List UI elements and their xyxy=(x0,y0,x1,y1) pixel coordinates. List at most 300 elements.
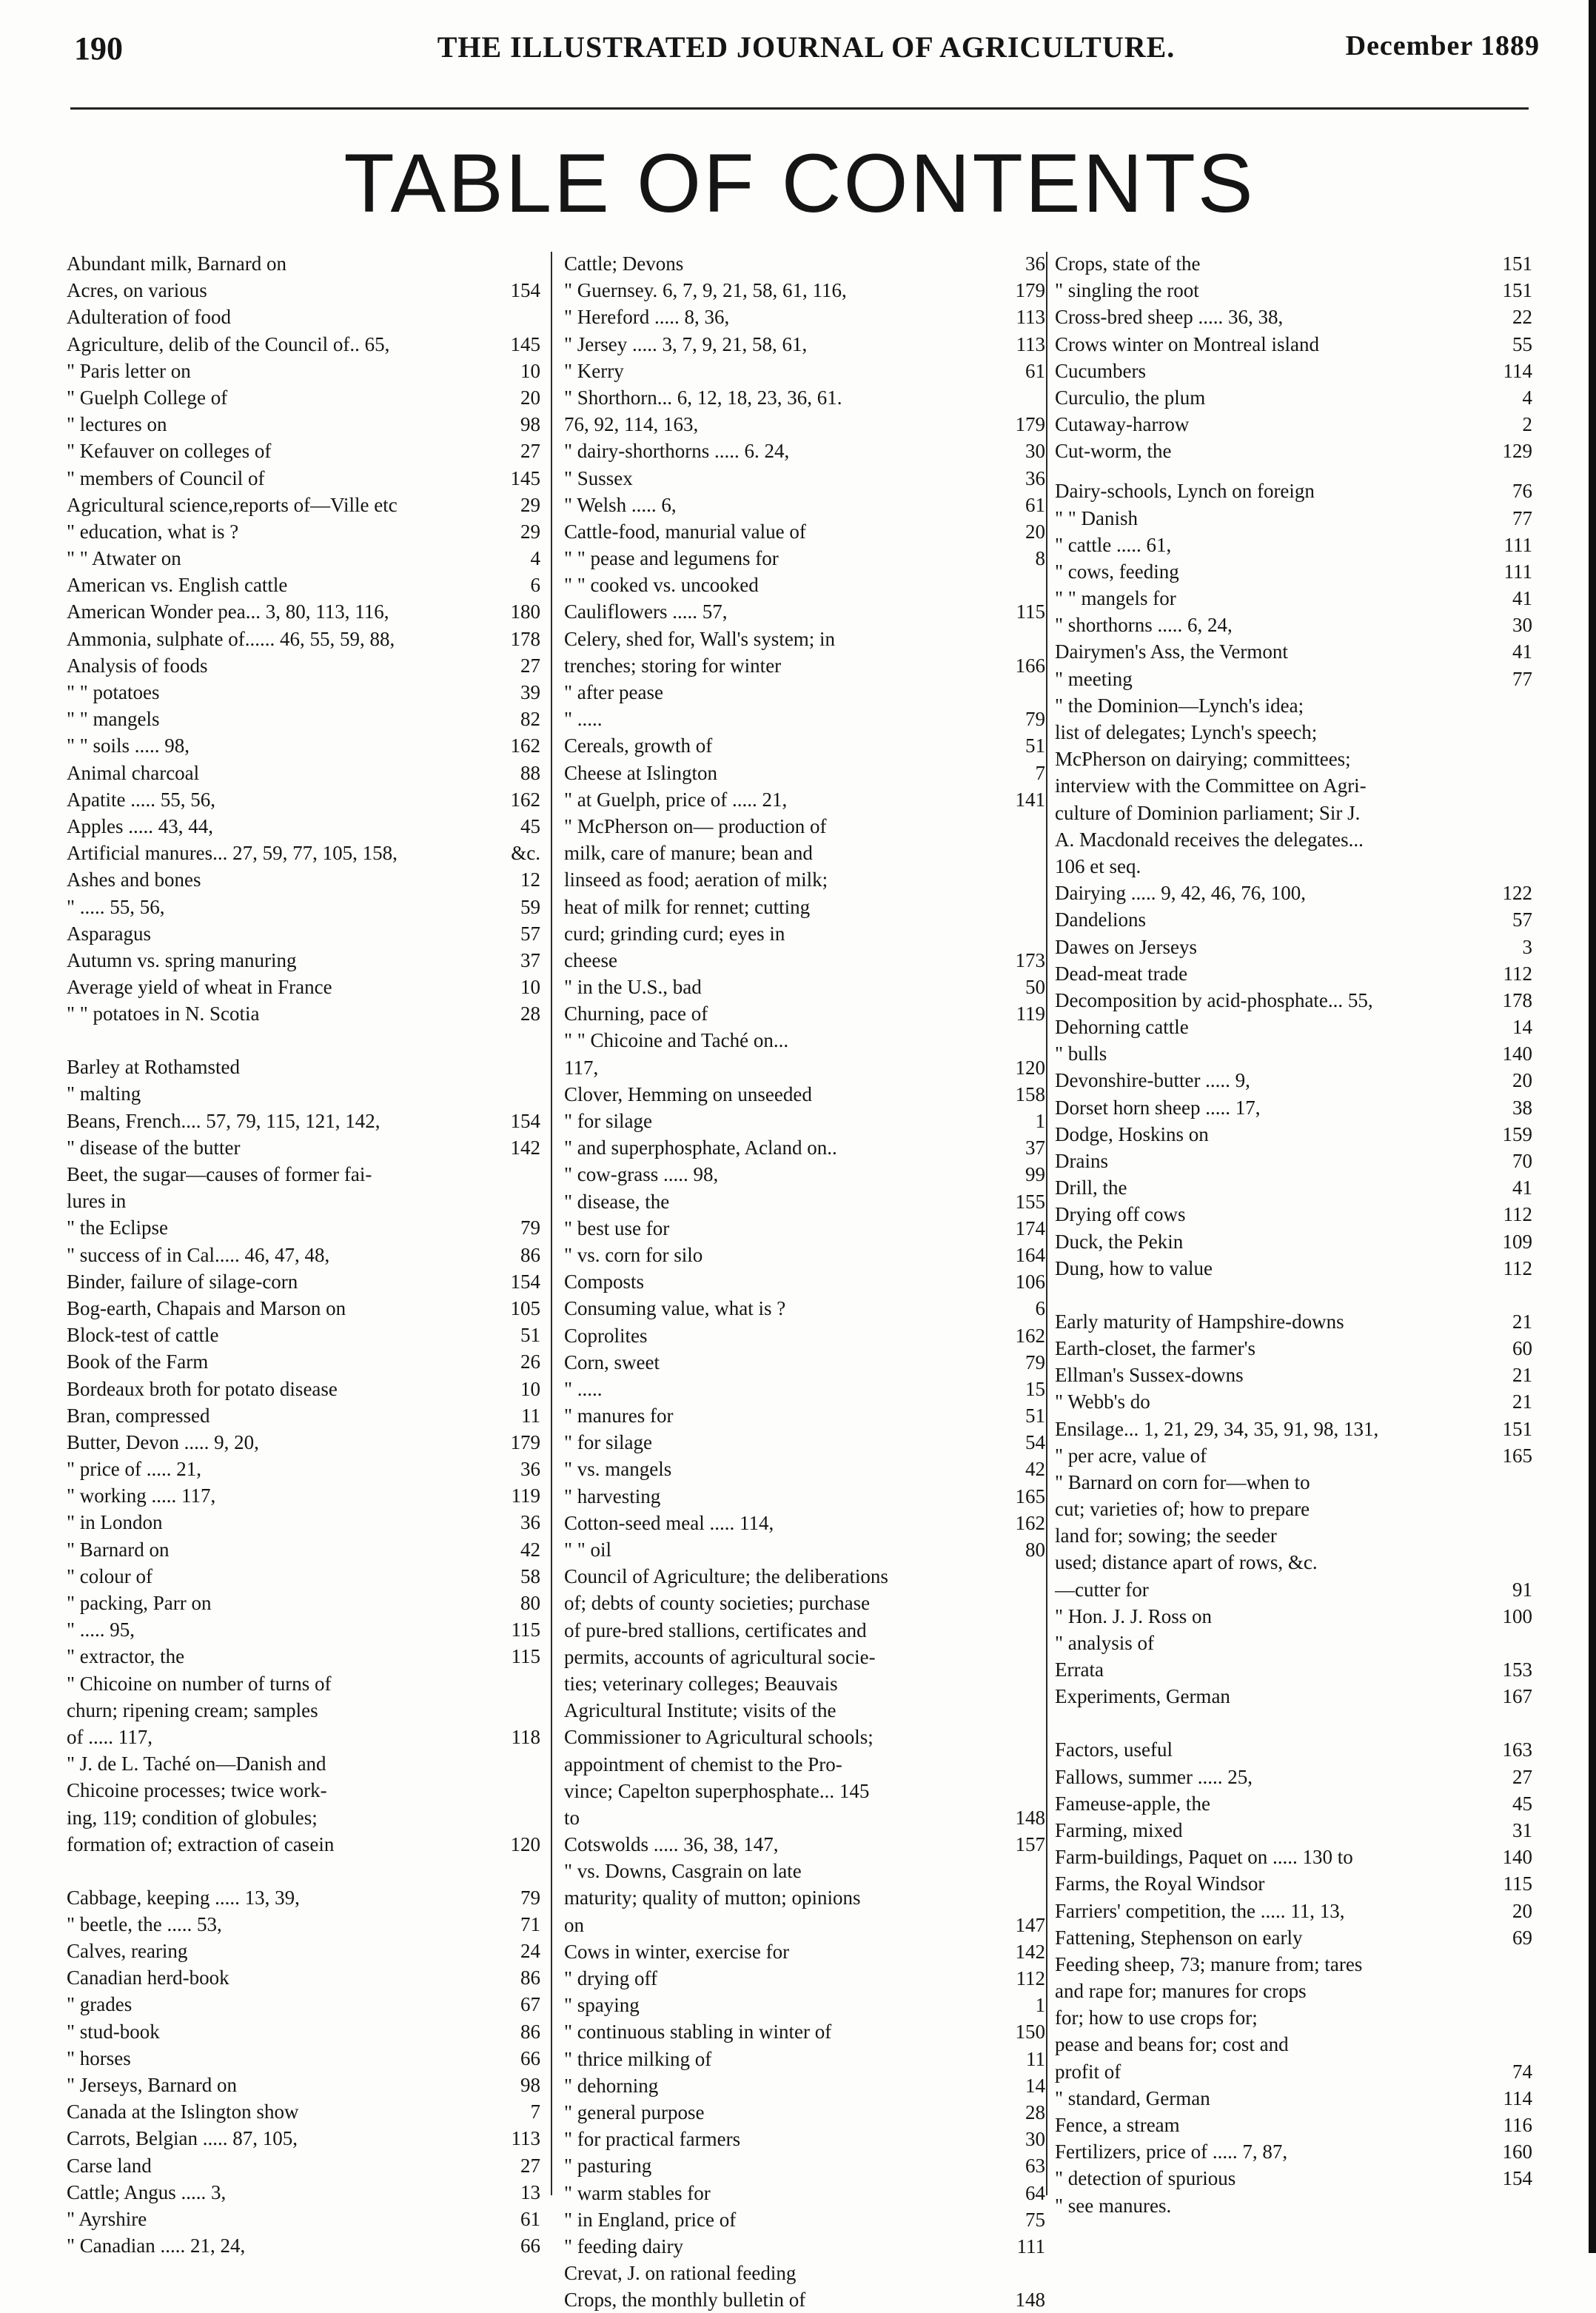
index-entry xyxy=(67,1134,540,1161)
index-entry xyxy=(564,840,1045,866)
index-entry-text: Cross-bred sheep ..... 36, 38, xyxy=(1055,306,1284,329)
index-entry-page: 69 xyxy=(1512,1926,1532,1949)
index-entry xyxy=(67,866,540,893)
index-entry-page: 21 xyxy=(1512,1364,1532,1387)
index-entry-page: 21 xyxy=(1512,1390,1532,1413)
index-entry-page: 30 xyxy=(1025,440,1045,463)
index-entry-text: American Wonder pea... 3, 80, 113, 116, xyxy=(67,600,389,623)
index-entry xyxy=(1055,1817,1532,1844)
index-entry-page: 164 xyxy=(1015,1243,1045,1266)
index-entry xyxy=(1055,960,1532,987)
index-entry xyxy=(564,1992,1045,2018)
index-entry xyxy=(67,1643,540,1670)
index-entry-page: 165 xyxy=(1015,1484,1045,1507)
index-entry xyxy=(564,1751,1045,1778)
index-entry xyxy=(1055,746,1532,772)
index-entry-text: profit of xyxy=(1055,2060,1121,2083)
index-entry xyxy=(67,652,540,679)
index-entry-text: " members of Council of xyxy=(67,466,265,489)
index-entry-text: Feeding sheep, 73; manure from; tares xyxy=(1055,1952,1363,1975)
index-entry-page: 54 xyxy=(1025,1431,1045,1454)
index-entry xyxy=(67,598,540,625)
index-entry-page: 151 xyxy=(1502,279,1532,302)
index-entry-page: 145 xyxy=(510,332,540,355)
index-entry-text: " success of in Cal..... 46, 47, 48, xyxy=(67,1243,330,1266)
index-entry-text: formation of; extraction of casein xyxy=(67,1832,335,1855)
index-entry-text: " Guernsey. 6, 7, 9, 21, 58, 61, 116, xyxy=(564,279,847,302)
index-entry xyxy=(1055,2192,1532,2219)
index-entry-text: " ..... xyxy=(564,1377,603,1400)
index-entry-page: 160 xyxy=(1502,2140,1532,2163)
index-entry-page: 38 xyxy=(1512,1096,1532,1119)
index-entry-page: 118 xyxy=(511,1725,540,1748)
index-entry xyxy=(67,1831,540,1884)
index-entry-text: Commissioner to Agricultural schools; xyxy=(564,1726,874,1749)
index-entry xyxy=(564,1349,1045,1376)
index-entry-text: —cutter for xyxy=(1055,1578,1149,1601)
index-entry-text: " Chicoine on number of turns of xyxy=(67,1672,332,1695)
index-entry-page: 71 xyxy=(520,1912,540,1935)
index-entry xyxy=(67,2072,540,2098)
index-entry xyxy=(1055,1522,1532,1549)
index-entry xyxy=(1055,1308,1532,1335)
index-entry-page: 60 xyxy=(1512,1336,1532,1359)
index-entry xyxy=(1055,1255,1532,1308)
index-entry-text: Farm-buildings, Paquet on ..... 130 to xyxy=(1055,1846,1353,1869)
index-entry xyxy=(564,1161,1045,1188)
index-entry-page: 112 xyxy=(1503,1203,1532,1226)
index-entry-text: Duck, the Pekin xyxy=(1055,1230,1184,1253)
index-entry-text: " Hereford ..... 8, 36, xyxy=(564,306,730,329)
index-entry-page: 106 xyxy=(1015,1271,1045,1293)
index-entry-text: Dandelions xyxy=(1055,908,1146,931)
index-entry xyxy=(564,492,1045,518)
index-entry-text: Bog-earth, Chapais and Marson on xyxy=(67,1296,346,1319)
index-entry-page: 151 xyxy=(1502,1417,1532,1440)
index-entry-page: 173 xyxy=(1015,948,1045,971)
index-entry-page: 122 xyxy=(1502,882,1532,905)
index-entry xyxy=(564,1563,1045,1590)
index-entry xyxy=(564,2018,1045,2045)
index-entry-text: Apples ..... 43, 44, xyxy=(67,814,213,837)
page-title: TABLE OF CONTENTS xyxy=(343,137,1255,230)
index-entry-page: 11 xyxy=(521,1404,540,1427)
index-entry xyxy=(564,384,1045,411)
index-entry-text: " beetle, the ..... 53, xyxy=(67,1912,222,1935)
index-entry xyxy=(67,679,540,706)
index-entry xyxy=(564,1644,1045,1670)
index-entry-text: " " Danish xyxy=(1055,506,1139,529)
index-entry-text: " dehorning xyxy=(564,2074,659,2097)
index-entry xyxy=(67,1590,540,1616)
index-entry-page: 77 xyxy=(1512,667,1532,690)
index-entry xyxy=(1055,532,1532,558)
index-entry-text: " in England, price of xyxy=(564,2208,737,2231)
index-entry-text: American vs. English cattle xyxy=(67,574,288,597)
index-entry-text: " " pease and legumens for xyxy=(564,547,779,570)
index-entry xyxy=(564,545,1045,572)
index-entry xyxy=(1055,1067,1532,1094)
index-entry xyxy=(1055,772,1532,799)
index-entry-page: 30 xyxy=(1512,614,1532,637)
index-entry-text: Chicoine processes; twice work- xyxy=(67,1779,327,1802)
index-entry xyxy=(67,1000,540,1054)
index-entry xyxy=(67,1054,540,1080)
index-entry xyxy=(1055,358,1532,384)
index-entry-page: 29 xyxy=(520,493,540,516)
index-entry-text: Block-test of cattle xyxy=(67,1324,219,1347)
index-entry xyxy=(564,2260,1045,2286)
index-entry-page: 162 xyxy=(510,734,540,757)
index-entry xyxy=(564,920,1045,947)
index-entry-text: " horses xyxy=(67,2046,131,2069)
index-entry xyxy=(1055,880,1532,906)
index-entry xyxy=(564,2072,1045,2099)
index-entry xyxy=(67,760,540,786)
index-entry-text: Animal charcoal xyxy=(67,761,200,784)
index-entry-page: 147 xyxy=(1015,1913,1045,1936)
scan-edge xyxy=(1589,0,1596,2253)
index-entry xyxy=(564,304,1045,330)
index-entry xyxy=(1055,2165,1532,2192)
index-entry-page: 75 xyxy=(1025,2208,1045,2231)
index-entry-text: of; debts of county societies; purchase xyxy=(564,1592,871,1615)
index-entry xyxy=(1055,1576,1532,1603)
header-rule xyxy=(70,107,1529,110)
index-entry-page: 1 xyxy=(1035,1994,1045,2017)
index-entry-text: " " cooked vs. uncooked xyxy=(564,574,759,597)
index-entry-text: Earth-closet, the farmer's xyxy=(1055,1336,1255,1359)
index-entry-text: Dairying ..... 9, 42, 46, 76, 100, xyxy=(1055,882,1306,905)
index-entry-text: Bordeaux broth for potato disease xyxy=(67,1377,338,1400)
index-entry-text: " the Eclipse xyxy=(67,1216,168,1239)
index-entry-text: Artificial manures... 27, 59, 77, 105, 158, xyxy=(67,842,398,865)
index-entry-text: " Hon. J. J. Ross on xyxy=(1055,1604,1213,1627)
index-entry xyxy=(67,1616,540,1643)
index-entry xyxy=(564,706,1045,732)
index-entry xyxy=(1055,1764,1532,1790)
index-entry-text: " meeting xyxy=(1055,667,1133,690)
index-entry-page: 77 xyxy=(1512,506,1532,529)
index-entry xyxy=(564,518,1045,545)
index-entry-text: " and superphosphate, Acland on.. xyxy=(564,1137,837,1159)
index-entry-page: 178 xyxy=(1502,988,1532,1011)
index-entry xyxy=(1055,934,1532,960)
index-entry xyxy=(67,1724,540,1750)
index-entry xyxy=(1055,505,1532,532)
index-entry xyxy=(67,2098,540,2125)
index-entry-text: Average yield of wheat in France xyxy=(67,976,332,999)
index-entry-page: 63 xyxy=(1025,2155,1045,2178)
index-entry-text: " for silage xyxy=(564,1431,652,1454)
index-entry-text: Fattening, Stephenson on early xyxy=(1055,1926,1303,1949)
index-entry-page: 6 xyxy=(530,574,540,597)
index-entry-page: 42 xyxy=(520,1538,540,1561)
index-entry-text: Ellman's Sussex-downs xyxy=(1055,1364,1244,1387)
index-entry-page: 37 xyxy=(1025,1137,1045,1159)
index-entry-text: Canada at the Islington show xyxy=(67,2101,299,2123)
index-entry xyxy=(564,760,1045,786)
index-entry xyxy=(1055,826,1532,853)
index-entry-page: 112 xyxy=(1503,962,1532,985)
index-entry xyxy=(67,1188,540,1214)
index-entry xyxy=(564,1429,1045,1456)
index-entry xyxy=(564,2152,1045,2179)
index-entry xyxy=(1055,1496,1532,1522)
index-entry-text: Adulteration of food xyxy=(67,306,231,329)
index-entry-text: " the Dominion—Lynch's idea; xyxy=(1055,694,1304,717)
index-entry xyxy=(67,1777,540,1804)
index-entry-text: " continuous stabling in winter of xyxy=(564,2021,832,2043)
index-entry-page: 129 xyxy=(1502,440,1532,463)
index-entry-page: 57 xyxy=(520,922,540,945)
index-entry-page: 36 xyxy=(1025,466,1045,489)
index-entry-text: Agricultural Institute; visits of the xyxy=(564,1699,836,1722)
index-entry-text: Dodge, Hoskins on xyxy=(1055,1122,1209,1145)
index-entry xyxy=(1055,1335,1532,1362)
index-entry xyxy=(67,1376,540,1402)
index-entry-page: 15 xyxy=(1025,1377,1045,1400)
index-entry-text: ing, 119; condition of globules; xyxy=(67,1806,318,1829)
index-entry-page: 50 xyxy=(1025,976,1045,999)
index-entry-page: 31 xyxy=(1512,1818,1532,1841)
index-entry-text: Dairymen's Ass, the Vermont xyxy=(1055,640,1288,663)
index-entry-page: 42 xyxy=(1025,1458,1045,1481)
index-entry-text: Fertilizers, price of ..... 7, 87, xyxy=(1055,2140,1288,2163)
index-entry-text: Celery, shed for, Wall's system; in xyxy=(564,627,836,650)
index-entry-text: " grades xyxy=(67,1993,133,2016)
index-entry-page: 79 xyxy=(520,1886,540,1909)
index-entry xyxy=(67,545,540,572)
index-entry xyxy=(564,1804,1045,1831)
index-entry-page: 145 xyxy=(510,466,540,489)
index-entry-text: Devonshire-butter ..... 9, xyxy=(1055,1069,1250,1092)
index-entry-page: 64 xyxy=(1025,2181,1045,2204)
index-entry xyxy=(1055,1014,1532,1040)
index-entry-page: 88 xyxy=(520,761,540,784)
index-entry-page: 86 xyxy=(520,1966,540,1989)
index-entry-text: " " potatoes xyxy=(67,681,160,703)
index-entry-text: Dorset horn sheep ..... 17, xyxy=(1055,1096,1261,1119)
index-entry xyxy=(1055,2004,1532,2031)
index-entry-text: Cabbage, keeping ..... 13, 39, xyxy=(67,1886,300,1909)
index-entry xyxy=(1055,1924,1532,1951)
index-entry-text: " McPherson on— production of xyxy=(564,814,827,837)
index-entry xyxy=(67,1214,540,1241)
index-entry-text: maturity; quality of mutton; opinions xyxy=(564,1887,861,1909)
index-entry-page: 4 xyxy=(1522,386,1532,409)
index-entry xyxy=(1055,1148,1532,1174)
index-entry-page: 180 xyxy=(510,600,540,623)
index-entry-text: " Jerseys, Barnard on xyxy=(67,2074,237,2096)
index-entry-page: 27 xyxy=(520,2154,540,2177)
index-entry xyxy=(1055,853,1532,880)
index-entry-text: " after pease xyxy=(564,681,663,703)
index-entry-text: Drains xyxy=(1055,1150,1108,1172)
index-entry-page: 111 xyxy=(1503,560,1532,583)
index-entry-page: 98 xyxy=(520,413,540,436)
index-entry xyxy=(67,1697,540,1724)
index-entry-text: Cauliflowers ..... 57, xyxy=(564,600,728,623)
index-entry xyxy=(564,572,1045,598)
index-entry-text: Experiments, German xyxy=(1055,1685,1230,1708)
index-entry xyxy=(1055,585,1532,612)
index-entry-text: " disease, the xyxy=(564,1190,670,1213)
index-entry xyxy=(67,1509,540,1536)
index-entry-page: 167 xyxy=(1502,1685,1532,1708)
index-entry-page: 151 xyxy=(1502,252,1532,275)
index-entry-page: 174 xyxy=(1015,1216,1045,1239)
index-entry xyxy=(67,304,540,330)
index-entry xyxy=(1055,1362,1532,1388)
index-entry-page: 14 xyxy=(1512,1016,1532,1039)
index-entry-text: " cattle ..... 61, xyxy=(1055,533,1172,556)
index-entry-page: 20 xyxy=(520,386,540,409)
index-entry-page: 99 xyxy=(1025,1163,1045,1186)
index-entry xyxy=(1055,612,1532,638)
index-entry xyxy=(564,2126,1045,2152)
index-entry-page: 61 xyxy=(1025,359,1045,382)
index-entry-text: Factors, useful xyxy=(1055,1738,1173,1761)
index-entry-page: 67 xyxy=(520,1993,540,2016)
index-entry xyxy=(67,411,540,438)
index-entry-page: 7 xyxy=(530,2101,540,2123)
index-entry-text: Crops, the monthly bulletin of xyxy=(564,2289,806,2312)
index-entry xyxy=(564,679,1045,706)
index-entry xyxy=(1055,906,1532,933)
index-entry xyxy=(564,2099,1045,2126)
index-entry-text: Cattle-food, manurial value of xyxy=(564,520,806,543)
index-entry xyxy=(67,732,540,759)
index-entry xyxy=(67,2206,540,2232)
index-entry-page: 154 xyxy=(510,1109,540,1132)
index-entry-text: Ammonia, sulphate of...... 46, 55, 59, 88, xyxy=(67,627,395,650)
index-entry xyxy=(1055,638,1532,665)
index-entry-text: Churning, pace of xyxy=(564,1002,708,1025)
index-entry-page: 6 xyxy=(1035,1297,1045,1320)
index-entry-page: 7 xyxy=(1035,761,1045,784)
index-entry xyxy=(1055,1951,1532,1978)
index-entry-text: Binder, failure of silage-corn xyxy=(67,1270,298,1293)
index-entry-text: Abundant milk, Barnard on xyxy=(67,252,286,275)
index-entry-page: 36 xyxy=(520,1458,540,1481)
index-entry-page: 61 xyxy=(1025,493,1045,516)
index-entry-page: 21 xyxy=(1512,1310,1532,1333)
index-entry xyxy=(67,1884,540,1911)
index-entry-text: " Paris letter on xyxy=(67,359,191,382)
index-entry-text: " see manures. xyxy=(1055,2194,1172,2217)
index-entry-text: " extractor, the xyxy=(67,1645,185,1668)
index-entry-page: 79 xyxy=(1025,708,1045,731)
index-entry xyxy=(67,1750,540,1777)
index-entry-text: 117, xyxy=(564,1056,599,1079)
index-entry-text: " for practical farmers xyxy=(564,2128,741,2151)
index-entry-page: 159 xyxy=(1502,1122,1532,1145)
index-entry xyxy=(564,277,1045,304)
index-entry-text: Dehorning cattle xyxy=(1055,1016,1189,1039)
index-entry-text: Cucumbers xyxy=(1055,359,1146,382)
index-entry xyxy=(67,1108,540,1134)
index-entry-text: culture of Dominion parliament; Sir J. xyxy=(1055,801,1361,824)
index-entry xyxy=(564,1322,1045,1349)
index-entry-text: " Webb's do xyxy=(1055,1390,1150,1413)
index-entry-text: " standard, German xyxy=(1055,2086,1210,2109)
index-entry-text: pease and beans for; cost and xyxy=(1055,2033,1289,2056)
index-entry-page: 111 xyxy=(1503,533,1532,556)
index-entry xyxy=(564,894,1045,920)
index-entry-page: 119 xyxy=(511,1484,540,1507)
index-entry-text: Cutaway-harrow xyxy=(1055,413,1190,436)
index-entry-page: 154 xyxy=(1502,2167,1532,2190)
index-entry xyxy=(67,1295,540,1322)
index-entry-page: 20 xyxy=(1025,520,1045,543)
index-entry-page: 115 xyxy=(1016,600,1045,623)
index-entry-page: 51 xyxy=(1025,1405,1045,1427)
index-entry xyxy=(564,2286,1045,2313)
index-entry xyxy=(564,2180,1045,2206)
index-entry-text: Acres, on various xyxy=(67,279,207,302)
index-entry-page: 24 xyxy=(520,1940,540,1963)
index-entry-page: 163 xyxy=(1502,1738,1532,1761)
index-entry-text: A. Macdonald receives the delegates... xyxy=(1055,828,1364,851)
index-entry-text: Composts xyxy=(564,1271,645,1293)
index-entry xyxy=(1055,411,1532,438)
index-entry xyxy=(564,732,1045,759)
index-entry-text: on xyxy=(564,1913,584,1936)
index-entry-page: 142 xyxy=(510,1136,540,1159)
index-entry xyxy=(1055,1416,1532,1442)
index-entry-text: " drying off xyxy=(564,1967,658,1989)
index-entry-text: " " soils ..... 98, xyxy=(67,734,190,757)
index-entry xyxy=(67,438,540,464)
index-entry xyxy=(564,1536,1045,1563)
index-entry xyxy=(67,1536,540,1563)
index-entry-page: 120 xyxy=(1015,1056,1045,1079)
index-entry-text: ties; veterinary colleges; Beauvais xyxy=(564,1672,838,1695)
index-entry xyxy=(67,1482,540,1509)
index-entry-text: " Barnard on xyxy=(67,1538,170,1561)
index-entry xyxy=(564,1590,1045,1616)
index-entry-text: " education, what is ? xyxy=(67,520,239,543)
index-entry-text: " ..... 95, xyxy=(67,1619,135,1641)
index-entry-text: " Sussex xyxy=(564,466,633,489)
index-entry-text: Ashes and bones xyxy=(67,868,201,891)
index-entry-text: " pasturing xyxy=(564,2155,652,2178)
index-entry-page: 66 xyxy=(520,2046,540,2069)
index-entry xyxy=(67,626,540,652)
index-entry-page: 41 xyxy=(1512,587,1532,610)
index-entry-page: 76 xyxy=(1512,480,1532,503)
index-entry-page: 41 xyxy=(1512,640,1532,663)
index-entry-text: " in London xyxy=(67,1511,163,1534)
index-entry-text: " spaying xyxy=(564,1994,640,2017)
index-entry xyxy=(1055,1844,1532,1870)
index-entry-text: Drying off cows xyxy=(1055,1203,1186,1226)
index-entry-text: Cotton-seed meal ..... 114, xyxy=(564,1511,774,1534)
index-entry xyxy=(564,1000,1045,1027)
index-entry xyxy=(564,1456,1045,1482)
index-entry-page: 158 xyxy=(1015,1082,1045,1105)
index-column-2 xyxy=(564,250,1045,2313)
index-entry xyxy=(1055,2085,1532,2112)
index-entry xyxy=(1055,1683,1532,1736)
index-entry-page: 162 xyxy=(1015,1511,1045,1534)
index-entry-text: " Shorthorn... 6, 12, 18, 23, 36, 61. xyxy=(564,386,842,409)
index-entry xyxy=(1055,1736,1532,1763)
index-entry xyxy=(67,1242,540,1268)
index-entry-text: Clover, Hemming on unseeded xyxy=(564,1082,812,1105)
index-entry xyxy=(67,358,540,384)
